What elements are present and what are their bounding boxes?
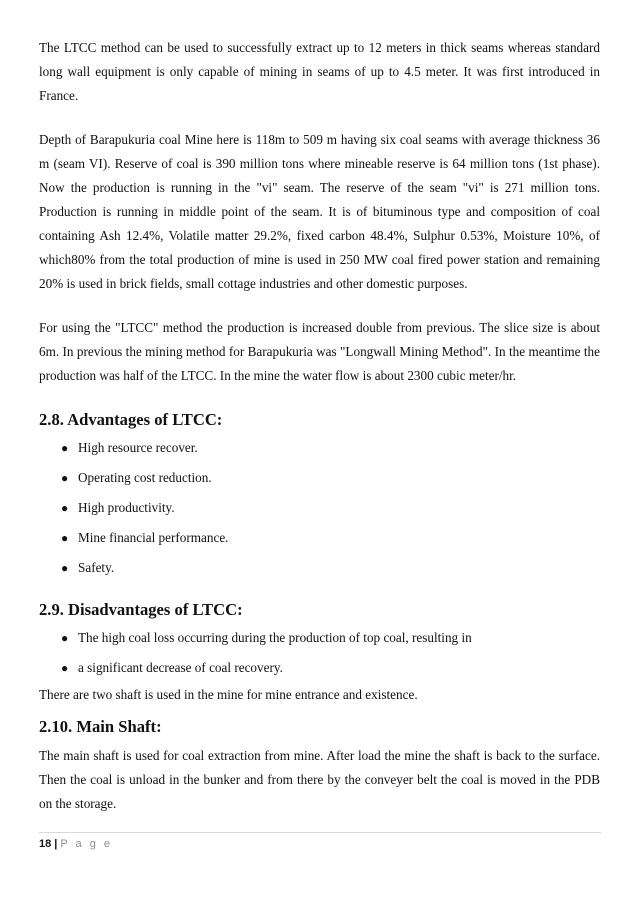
list-item: ● Operating cost reduction. [61, 470, 212, 485]
heading-main-shaft: 2.10. Main Shaft: [39, 717, 162, 736]
footer-separator: | [54, 838, 58, 850]
list-item: ● Safety. [61, 560, 115, 575]
page-label: P a g e [60, 838, 113, 850]
list-item: ● a significant decrease of coal recovery. [61, 660, 283, 675]
bullet-icon: ● [61, 441, 69, 455]
paragraph-shaft-note: There are two shaft is used in the mine for mine entrance and existence. [39, 687, 418, 702]
heading-advantages: 2.8. Advantages of LTCC: [39, 410, 223, 429]
bullet-icon: ● [61, 531, 69, 545]
page-number: 18 [39, 838, 52, 850]
bullet-icon: ● [61, 471, 69, 485]
paragraph-ltcc-intro: The LTCC method can be used to successfully extract up to 12 meters in thick seams whereas standard long wall equipment is only capable of mining in seams of up to 4.5 meter. It was first introduced in France. [39, 40, 600, 103]
page-content [39, 36, 600, 816]
list-item: ● Mine financial performance. [61, 530, 229, 545]
bullet-icon: ● [61, 501, 69, 515]
paragraph-main-shaft: The main shaft is used for coal extraction from mine. After load the mine the shaft is back to the surface. Then the coal is unload in the bunker and from there by the conveyer belt the coal is moved in the PDB on the storage. [39, 748, 600, 811]
advantages-list [39, 439, 600, 577]
bullet-icon: ● [61, 561, 69, 575]
heading-disadvantages: 2.9. Disadvantages of LTCC: [39, 600, 243, 619]
paragraph-ltcc-production: For using the "LTCC" method the production is increased double from previous. The slice size is about 6m. In previous the mining method for Barapukuria was "Longwall Mining Method". In the meantime the production was half of the LTCC. In the mine the water flow is about 2300 cubic meter/hr. [39, 320, 600, 383]
list-item: ● High resource recover. [61, 440, 198, 455]
disadvantages-list [39, 629, 600, 677]
page-footer [39, 832, 601, 850]
list-item: ● High productivity. [61, 500, 175, 515]
paragraph-barapukuria-details: Depth of Barapukuria coal Mine here is 118m to 509 m having six coal seams with average thickness 36 m (seam VI). Reserve of coal is 390 million tons where mineable reserve is 64 million tons (1st phase). Now the production is running in the "vi" seam. The reserve of the seam "vi" is 271 million tons. Production is running in middle point of the seam. It is of bituminous type and composition of coal containing Ash 12.4%, Volatile matter 29.2%, fixed carbon 48.4%, Sulphur 0.53%, Moisture 10%, of which80% from the total production of mine is used in 250 MW coal fired power station and remaining 20% is used in brick fields, small cottage industries and other domestic purposes. [39, 132, 600, 291]
bullet-icon: ● [61, 631, 69, 645]
list-item: ● The high coal loss occurring during the production of top coal, resulting in [61, 630, 472, 645]
bullet-icon: ● [61, 661, 69, 675]
